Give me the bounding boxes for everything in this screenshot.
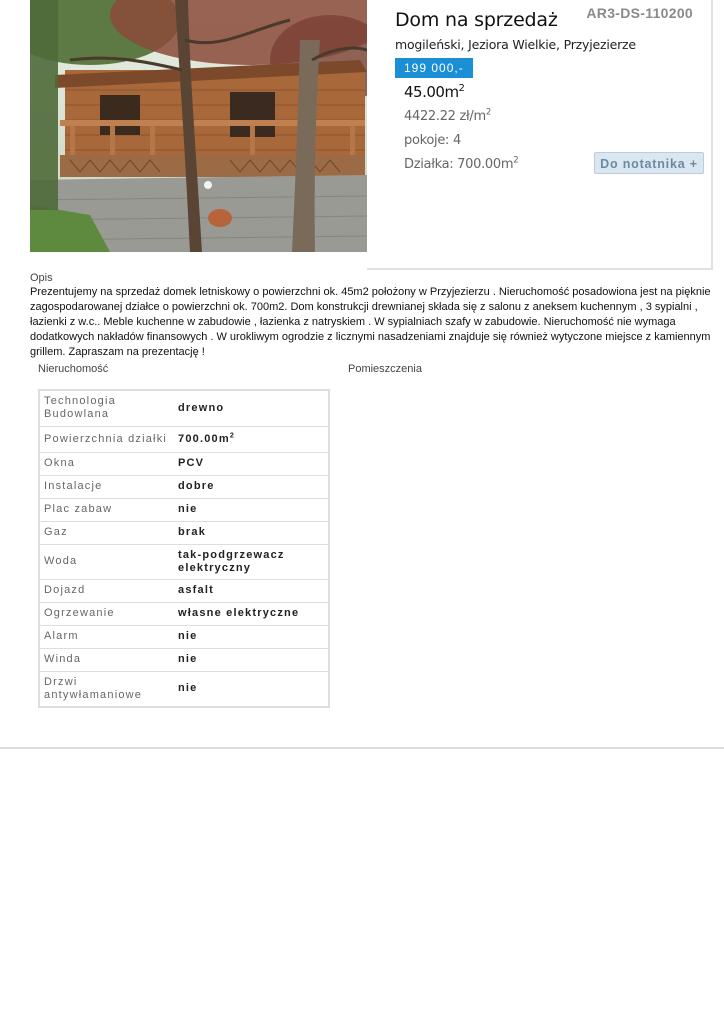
- price-badge: 199 000,-: [395, 58, 473, 78]
- param-value: nie: [174, 648, 329, 671]
- property-params-table: [38, 389, 330, 708]
- table-row: [39, 452, 329, 475]
- table-row: [39, 625, 329, 648]
- table-row: [39, 671, 329, 707]
- listing-location: mogileński, Jeziora Wielkie, Przyjezierze: [395, 37, 636, 52]
- living-area: [404, 83, 464, 101]
- param-key: Okna: [39, 452, 174, 475]
- table-row: [39, 390, 329, 426]
- param-key: Powierzchnia działki: [39, 426, 174, 452]
- param-value: brak: [174, 521, 329, 544]
- section-property-heading: Nieruchomość: [38, 363, 109, 375]
- section-rooms-heading: Pomieszczenia: [348, 363, 422, 375]
- param-key: Gaz: [39, 521, 174, 544]
- param-key: Woda: [39, 544, 174, 579]
- param-value: dobre: [174, 475, 329, 498]
- price-per-m2-value: 4422.22 zł/m: [404, 109, 486, 124]
- param-key: Technologia Budowlana: [39, 390, 174, 426]
- param-key: Alarm: [39, 625, 174, 648]
- description-label: Opis: [30, 272, 53, 284]
- param-key: Winda: [39, 648, 174, 671]
- living-area-unit-sup: 2: [458, 83, 465, 94]
- table-row: [39, 648, 329, 671]
- param-value: własne elektryczne: [174, 602, 329, 625]
- listing-title: Dom na sprzedaż: [395, 9, 558, 31]
- param-value: nie: [178, 682, 198, 695]
- description-text: Prezentujemy na sprzedaż domek letniskowy o powierzchni ok. 45m2 położony w Przyjezierzu . Nieruchomość posadowiona jest na pięknie zagospodarowanej działce o powierzchni ok. 700m2. Dom konstrukcji drewnianej składa się z salonu z aneksem kuchennym , 3 sypialni , łazienki z w.c.. Meble kuchenne w zabudowie , łazienka z natryskiem . W sypialniach szafy w zabudowie. Nieruchomość nie wymaga dodatkowych nakładów finansowych . W urokliwym ogrodzie z licznymi nasadzeniami znajduje się również wytyczone miejsce z kamiennym grillem. Zapraszam na prezentację !: [30, 286, 711, 358]
- param-value: asfalt: [174, 579, 329, 602]
- rooms-count: pokoje: 4: [404, 133, 461, 148]
- price-per-m2: [404, 106, 491, 124]
- param-value: tak-podgrzewacz elektryczny: [174, 544, 329, 579]
- plot-area-value: Działka: 700.00m: [404, 157, 514, 172]
- param-value: nie: [174, 625, 329, 648]
- param-key: Ogrzewanie: [39, 602, 174, 625]
- bottom-divider: [0, 747, 724, 749]
- param-value: PCV: [174, 452, 329, 475]
- table-row: [39, 579, 329, 602]
- add-to-notebook-button[interactable]: Do notatnika +: [594, 152, 704, 174]
- plot-area-unit-sup: 2: [513, 154, 519, 165]
- param-key: Dojazd: [39, 579, 174, 602]
- listing-reference: AR3-DS-110200: [586, 5, 693, 21]
- living-area-value: 45.00m: [404, 83, 459, 101]
- table-row: [39, 602, 329, 625]
- property-photo[interactable]: [30, 0, 367, 252]
- param-key: Drzwi antywłamaniowe: [44, 675, 143, 701]
- table-row: [39, 475, 329, 498]
- param-value-sup: 2: [229, 430, 235, 439]
- listing-info-card: [367, 0, 713, 270]
- table-row: [39, 521, 329, 544]
- table-row: [39, 498, 329, 521]
- param-value: drewno: [174, 390, 329, 426]
- table-row: [39, 426, 329, 452]
- table-row: [39, 544, 329, 579]
- param-value: nie: [174, 498, 329, 521]
- house-photo-illustration: [30, 0, 367, 252]
- plot-area: [404, 154, 519, 172]
- price-per-m2-unit-sup: 2: [485, 106, 491, 117]
- param-key: Instalacje: [39, 475, 174, 498]
- param-value-text: 700.00m: [178, 432, 230, 445]
- param-key: Plac zabaw: [39, 498, 174, 521]
- param-value: [174, 426, 329, 452]
